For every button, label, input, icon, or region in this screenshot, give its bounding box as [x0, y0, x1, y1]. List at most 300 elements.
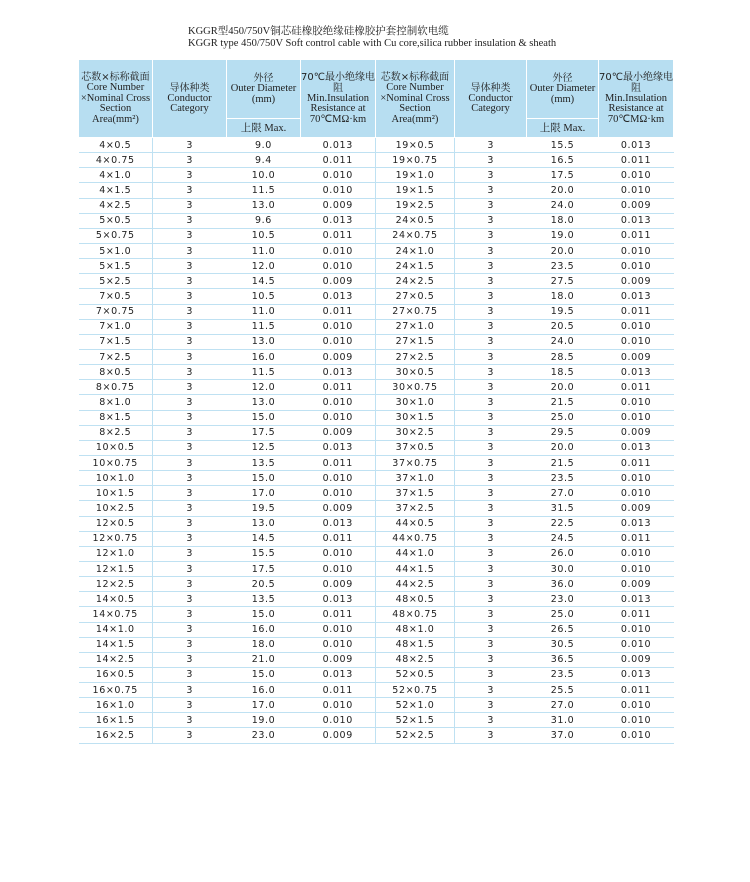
cell-outer-diameter: 23.5 [527, 667, 599, 682]
cell-outer-diameter: 10.0 [227, 168, 301, 183]
header-od-right [527, 60, 599, 119]
cell-outer-diameter: 25.0 [527, 607, 599, 622]
cell-conductor: 3 [455, 577, 527, 592]
cell-core-section: 52×0.5 [376, 667, 455, 682]
cell-core-section: 19×0.75 [376, 153, 455, 168]
cell-insulation-resistance: 0.011 [599, 228, 674, 243]
cell-outer-diameter: 9.0 [227, 138, 301, 153]
cell-outer-diameter: 27.0 [527, 698, 599, 713]
cell-outer-diameter: 18.0 [227, 637, 301, 652]
cell-insulation-resistance: 0.009 [599, 425, 674, 440]
table-row [79, 138, 674, 153]
cell-core-section: 10×2.5 [79, 501, 153, 516]
cell-core-section: 27×1.0 [376, 319, 455, 334]
cell-core-section: 52×1.0 [376, 698, 455, 713]
cell-insulation-resistance: 0.011 [301, 683, 376, 698]
cell-core-section: 44×2.5 [376, 577, 455, 592]
cell-core-section: 24×0.5 [376, 213, 455, 228]
cell-conductor: 3 [455, 683, 527, 698]
cell-conductor: 3 [455, 622, 527, 637]
cell-core-section: 12×2.5 [79, 577, 153, 592]
cell-conductor: 3 [153, 728, 227, 743]
cell-conductor: 3 [153, 274, 227, 289]
cell-outer-diameter: 13.0 [227, 198, 301, 213]
table-row [79, 455, 674, 470]
cell-core-section: 48×0.5 [376, 592, 455, 607]
cell-conductor: 3 [455, 183, 527, 198]
table-row [79, 228, 674, 243]
cell-core-section: 19×2.5 [376, 198, 455, 213]
cell-outer-diameter: 29.5 [527, 425, 599, 440]
cell-insulation-resistance: 0.010 [301, 168, 376, 183]
cell-outer-diameter: 19.5 [527, 304, 599, 319]
cell-core-section: 37×0.75 [376, 455, 455, 470]
cell-core-section: 7×1.5 [79, 334, 153, 349]
table-row [79, 395, 674, 410]
cell-insulation-resistance: 0.010 [599, 319, 674, 334]
cell-insulation-resistance: 0.009 [599, 501, 674, 516]
cell-core-section: 16×1.0 [79, 698, 153, 713]
cell-insulation-resistance: 0.009 [599, 577, 674, 592]
cell-core-section: 7×2.5 [79, 349, 153, 364]
cell-conductor: 3 [455, 395, 527, 410]
cell-core-section: 4×0.5 [79, 138, 153, 153]
cell-outer-diameter: 12.0 [227, 259, 301, 274]
table-row [79, 349, 674, 364]
cell-outer-diameter: 16.0 [227, 349, 301, 364]
cell-insulation-resistance: 0.011 [301, 228, 376, 243]
cell-core-section: 37×0.5 [376, 440, 455, 455]
cell-insulation-resistance: 0.010 [599, 183, 674, 198]
header-od-cn: 外径 [253, 73, 274, 84]
header-resistance-en: Min.Insulation Resistance at 70℃MΩ·km [306, 92, 370, 125]
table-row [79, 319, 674, 334]
cell-conductor: 3 [153, 168, 227, 183]
cell-outer-diameter: 31.0 [527, 713, 599, 728]
table-row [79, 698, 674, 713]
cell-outer-diameter: 15.0 [227, 667, 301, 682]
cell-outer-diameter: 28.5 [527, 349, 599, 364]
table-row [79, 183, 674, 198]
cell-conductor: 3 [153, 349, 227, 364]
cell-core-section: 30×1.0 [376, 395, 455, 410]
cell-core-section: 8×2.5 [79, 425, 153, 440]
table-body [79, 138, 674, 744]
cell-insulation-resistance: 0.013 [599, 592, 674, 607]
cell-conductor: 3 [153, 440, 227, 455]
cell-outer-diameter: 18.0 [527, 213, 599, 228]
cell-conductor: 3 [455, 365, 527, 380]
cell-insulation-resistance: 0.010 [599, 561, 674, 576]
cell-conductor: 3 [455, 153, 527, 168]
header-resistance-cn: 70℃最小绝缘电阻 [301, 71, 375, 94]
cell-outer-diameter: 17.0 [227, 486, 301, 501]
cell-insulation-resistance: 0.013 [599, 365, 674, 380]
cell-conductor: 3 [153, 243, 227, 258]
cell-outer-diameter: 19.5 [227, 501, 301, 516]
cell-conductor: 3 [455, 728, 527, 743]
cell-conductor: 3 [153, 622, 227, 637]
cell-conductor: 3 [153, 319, 227, 334]
cell-insulation-resistance: 0.010 [301, 334, 376, 349]
cell-conductor: 3 [455, 501, 527, 516]
cell-outer-diameter: 27.0 [527, 486, 599, 501]
cell-outer-diameter: 30.0 [527, 561, 599, 576]
cell-outer-diameter: 11.5 [227, 183, 301, 198]
cell-conductor: 3 [153, 516, 227, 531]
cell-conductor: 3 [455, 138, 527, 153]
cell-insulation-resistance: 0.013 [301, 138, 376, 153]
cell-insulation-resistance: 0.010 [599, 395, 674, 410]
cell-conductor: 3 [455, 516, 527, 531]
cell-conductor: 3 [455, 304, 527, 319]
cell-conductor: 3 [153, 698, 227, 713]
cell-core-section: 52×0.75 [376, 683, 455, 698]
cell-outer-diameter: 9.6 [227, 213, 301, 228]
cell-outer-diameter: 27.5 [527, 274, 599, 289]
cell-core-section: 10×1.5 [79, 486, 153, 501]
cell-insulation-resistance: 0.009 [599, 652, 674, 667]
cell-conductor: 3 [455, 410, 527, 425]
table-row [79, 486, 674, 501]
cell-core-section: 44×0.75 [376, 531, 455, 546]
cell-insulation-resistance: 0.013 [301, 213, 376, 228]
cell-outer-diameter: 20.5 [527, 319, 599, 334]
table-row [79, 213, 674, 228]
cell-insulation-resistance: 0.010 [301, 546, 376, 561]
cell-conductor: 3 [153, 425, 227, 440]
cell-conductor: 3 [153, 289, 227, 304]
cell-conductor: 3 [153, 213, 227, 228]
cell-core-section: 48×2.5 [376, 652, 455, 667]
table-row [79, 259, 674, 274]
cell-insulation-resistance: 0.010 [301, 259, 376, 274]
header-core-cn: 芯数×标称截面 [380, 72, 450, 83]
cell-outer-diameter: 13.0 [227, 334, 301, 349]
cell-core-section: 30×0.5 [376, 365, 455, 380]
cell-conductor: 3 [153, 183, 227, 198]
cell-core-section: 16×1.5 [79, 713, 153, 728]
cell-core-section: 16×0.75 [79, 683, 153, 698]
cell-insulation-resistance: 0.010 [301, 713, 376, 728]
cell-core-section: 10×0.5 [79, 440, 153, 455]
cell-insulation-resistance: 0.011 [301, 607, 376, 622]
cell-core-section: 19×1.5 [376, 183, 455, 198]
cell-outer-diameter: 21.5 [527, 395, 599, 410]
cell-insulation-resistance: 0.010 [301, 637, 376, 652]
cell-outer-diameter: 20.5 [227, 577, 301, 592]
cell-insulation-resistance: 0.013 [599, 440, 674, 455]
cell-conductor: 3 [153, 471, 227, 486]
cell-conductor: 3 [455, 228, 527, 243]
cell-insulation-resistance: 0.010 [599, 546, 674, 561]
cell-insulation-resistance: 0.010 [599, 713, 674, 728]
cell-conductor: 3 [153, 395, 227, 410]
cell-outer-diameter: 11.5 [227, 319, 301, 334]
cell-conductor: 3 [153, 531, 227, 546]
cell-insulation-resistance: 0.010 [599, 637, 674, 652]
cell-insulation-resistance: 0.013 [301, 592, 376, 607]
cell-insulation-resistance: 0.010 [301, 561, 376, 576]
cell-core-section: 16×0.5 [79, 667, 153, 682]
cell-conductor: 3 [455, 471, 527, 486]
cell-core-section: 48×1.5 [376, 637, 455, 652]
cell-insulation-resistance: 0.011 [599, 304, 674, 319]
cell-insulation-resistance: 0.010 [599, 334, 674, 349]
cell-insulation-resistance: 0.013 [599, 289, 674, 304]
cell-outer-diameter: 11.5 [227, 365, 301, 380]
cell-core-section: 5×0.75 [79, 228, 153, 243]
cell-outer-diameter: 24.0 [527, 334, 599, 349]
table-row [79, 471, 674, 486]
cell-conductor: 3 [153, 561, 227, 576]
cell-conductor: 3 [455, 319, 527, 334]
cell-core-section: 27×2.5 [376, 349, 455, 364]
cell-outer-diameter: 19.0 [227, 713, 301, 728]
cell-insulation-resistance: 0.010 [599, 698, 674, 713]
cell-insulation-resistance: 0.013 [599, 667, 674, 682]
cell-outer-diameter: 25.0 [527, 410, 599, 425]
cell-core-section: 24×1.0 [376, 243, 455, 258]
cell-core-section: 37×1.5 [376, 486, 455, 501]
cell-insulation-resistance: 0.013 [301, 667, 376, 682]
cell-core-section: 24×1.5 [376, 259, 455, 274]
header-od-en: Outer Diameter (mm) [529, 83, 596, 105]
cell-insulation-resistance: 0.009 [599, 349, 674, 364]
cell-core-section: 14×2.5 [79, 652, 153, 667]
cell-core-section: 24×0.75 [376, 228, 455, 243]
header-od-max-left: 上限 Max. [227, 119, 301, 138]
header-core-right [376, 60, 455, 138]
cell-core-section: 14×0.75 [79, 607, 153, 622]
cell-conductor: 3 [455, 259, 527, 274]
cell-outer-diameter: 15.0 [227, 471, 301, 486]
cell-conductor: 3 [455, 168, 527, 183]
cell-outer-diameter: 16.0 [227, 683, 301, 698]
cell-outer-diameter: 21.0 [227, 652, 301, 667]
header-resistance-en: Min.Insulation Resistance at 70℃MΩ·km [604, 92, 668, 125]
cell-insulation-resistance: 0.011 [599, 455, 674, 470]
table-row [79, 168, 674, 183]
cell-insulation-resistance: 0.011 [599, 531, 674, 546]
header-conductor-cn: 导体种类 [470, 82, 511, 94]
header-conductor-en: Conductor Category [167, 92, 212, 114]
cell-core-section: 14×1.5 [79, 637, 153, 652]
cell-conductor: 3 [153, 365, 227, 380]
cell-insulation-resistance: 0.013 [301, 289, 376, 304]
cell-outer-diameter: 31.5 [527, 501, 599, 516]
header-od-left [227, 60, 301, 119]
header-core-cn: 芯数×标称截面 [81, 72, 150, 83]
cell-conductor: 3 [455, 652, 527, 667]
cell-insulation-resistance: 0.013 [599, 516, 674, 531]
cell-insulation-resistance: 0.011 [301, 304, 376, 319]
cell-conductor: 3 [153, 410, 227, 425]
cell-insulation-resistance: 0.010 [599, 410, 674, 425]
table-row [79, 561, 674, 576]
cell-core-section: 4×1.0 [79, 168, 153, 183]
cell-conductor: 3 [153, 153, 227, 168]
cell-conductor: 3 [455, 607, 527, 622]
cell-outer-diameter: 14.5 [227, 531, 301, 546]
header-core-en: Core Number ×Nominal Cross Section Area(mm²) [80, 82, 151, 125]
header-resistance-cn: 70℃最小绝缘电阻 [599, 71, 673, 94]
cell-core-section: 27×1.5 [376, 334, 455, 349]
cell-insulation-resistance: 0.010 [599, 471, 674, 486]
title-chinese: KGGR型450/750V铜芯硅橡胶绝缘硅橡胶护套控制软电缆 [188, 26, 449, 37]
table-row [79, 410, 674, 425]
cell-insulation-resistance: 0.010 [301, 395, 376, 410]
cell-core-section: 44×0.5 [376, 516, 455, 531]
cell-outer-diameter: 17.5 [527, 168, 599, 183]
cell-outer-diameter: 15.5 [227, 546, 301, 561]
cell-conductor: 3 [153, 683, 227, 698]
cell-core-section: 19×0.5 [376, 138, 455, 153]
cell-insulation-resistance: 0.009 [301, 349, 376, 364]
cell-outer-diameter: 13.5 [227, 592, 301, 607]
header-od-cn: 外径 [552, 73, 573, 84]
cell-outer-diameter: 13.0 [227, 395, 301, 410]
cell-outer-diameter: 12.5 [227, 440, 301, 455]
header-od-max-right: 上限 Max. [527, 119, 599, 138]
header-core-en: Core Number ×Nominal Cross Section Area(mm²) [380, 82, 450, 125]
table-row [79, 304, 674, 319]
cell-conductor: 3 [153, 713, 227, 728]
table-row [79, 622, 674, 637]
cell-outer-diameter: 16.0 [227, 622, 301, 637]
cell-insulation-resistance: 0.009 [599, 198, 674, 213]
cell-conductor: 3 [153, 577, 227, 592]
cell-conductor: 3 [153, 228, 227, 243]
table-row [79, 531, 674, 546]
cell-core-section: 48×0.75 [376, 607, 455, 622]
cell-outer-diameter: 24.5 [527, 531, 599, 546]
cell-outer-diameter: 11.0 [227, 304, 301, 319]
cell-insulation-resistance: 0.011 [301, 380, 376, 395]
cell-core-section: 27×0.5 [376, 289, 455, 304]
cell-conductor: 3 [455, 289, 527, 304]
cell-outer-diameter: 23.5 [527, 471, 599, 486]
page-title-block [188, 26, 556, 50]
cell-outer-diameter: 10.5 [227, 289, 301, 304]
spec-table [78, 59, 674, 744]
cell-outer-diameter: 24.0 [527, 198, 599, 213]
cell-conductor: 3 [153, 455, 227, 470]
cell-conductor: 3 [153, 304, 227, 319]
cell-core-section: 4×2.5 [79, 198, 153, 213]
cell-core-section: 4×0.75 [79, 153, 153, 168]
cell-conductor: 3 [455, 198, 527, 213]
cell-outer-diameter: 13.0 [227, 516, 301, 531]
table-row [79, 274, 674, 289]
table-row [79, 546, 674, 561]
cell-conductor: 3 [455, 698, 527, 713]
cell-outer-diameter: 26.5 [527, 622, 599, 637]
cell-core-section: 19×1.0 [376, 168, 455, 183]
header-conductor-en: Conductor Category [468, 92, 513, 114]
table-row [79, 683, 674, 698]
table-row [79, 243, 674, 258]
cell-insulation-resistance: 0.013 [599, 213, 674, 228]
cell-insulation-resistance: 0.010 [599, 243, 674, 258]
cell-core-section: 16×2.5 [79, 728, 153, 743]
header-resistance-right [599, 60, 674, 138]
cell-conductor: 3 [455, 349, 527, 364]
cell-outer-diameter: 20.0 [527, 440, 599, 455]
cell-conductor: 3 [153, 380, 227, 395]
cell-insulation-resistance: 0.009 [301, 425, 376, 440]
table-row [79, 516, 674, 531]
table-row [79, 153, 674, 168]
cell-conductor: 3 [455, 440, 527, 455]
cell-conductor: 3 [455, 334, 527, 349]
cell-insulation-resistance: 0.010 [301, 622, 376, 637]
table-row [79, 592, 674, 607]
cell-core-section: 37×1.0 [376, 471, 455, 486]
cell-outer-diameter: 15.0 [227, 607, 301, 622]
cell-outer-diameter: 30.5 [527, 637, 599, 652]
cell-outer-diameter: 23.0 [527, 592, 599, 607]
table-row [79, 637, 674, 652]
cell-core-section: 5×0.5 [79, 213, 153, 228]
cell-insulation-resistance: 0.011 [599, 380, 674, 395]
cell-insulation-resistance: 0.011 [301, 153, 376, 168]
cell-insulation-resistance: 0.013 [301, 365, 376, 380]
cell-outer-diameter: 13.5 [227, 455, 301, 470]
cell-conductor: 3 [153, 138, 227, 153]
cell-conductor: 3 [153, 486, 227, 501]
cell-conductor: 3 [455, 274, 527, 289]
cell-core-section: 8×0.5 [79, 365, 153, 380]
cell-conductor: 3 [455, 425, 527, 440]
cell-core-section: 5×1.0 [79, 243, 153, 258]
cell-core-section: 37×2.5 [376, 501, 455, 516]
table-row [79, 728, 674, 743]
cell-core-section: 7×1.0 [79, 319, 153, 334]
cell-outer-diameter: 37.0 [527, 728, 599, 743]
cell-conductor: 3 [455, 637, 527, 652]
cell-insulation-resistance: 0.013 [599, 138, 674, 153]
cell-core-section: 10×0.75 [79, 455, 153, 470]
table-row [79, 425, 674, 440]
cell-core-section: 5×1.5 [79, 259, 153, 274]
cell-outer-diameter: 18.5 [527, 365, 599, 380]
cell-insulation-resistance: 0.010 [301, 486, 376, 501]
cell-insulation-resistance: 0.010 [599, 728, 674, 743]
cell-core-section: 27×0.75 [376, 304, 455, 319]
cell-core-section: 52×2.5 [376, 728, 455, 743]
cell-conductor: 3 [153, 652, 227, 667]
table-row [79, 440, 674, 455]
cell-insulation-resistance: 0.010 [301, 471, 376, 486]
cell-insulation-resistance: 0.013 [301, 516, 376, 531]
cell-conductor: 3 [153, 501, 227, 516]
table-row [79, 667, 674, 682]
cell-insulation-resistance: 0.011 [599, 683, 674, 698]
cell-conductor: 3 [153, 607, 227, 622]
table-row [79, 365, 674, 380]
cell-outer-diameter: 11.0 [227, 243, 301, 258]
cell-core-section: 12×0.5 [79, 516, 153, 531]
cell-outer-diameter: 36.5 [527, 652, 599, 667]
header-resistance-left [301, 60, 376, 138]
cell-core-section: 8×1.5 [79, 410, 153, 425]
cell-core-section: 12×1.0 [79, 546, 153, 561]
cell-conductor: 3 [455, 531, 527, 546]
cell-conductor: 3 [455, 380, 527, 395]
cell-conductor: 3 [455, 243, 527, 258]
cell-core-section: 7×0.5 [79, 289, 153, 304]
